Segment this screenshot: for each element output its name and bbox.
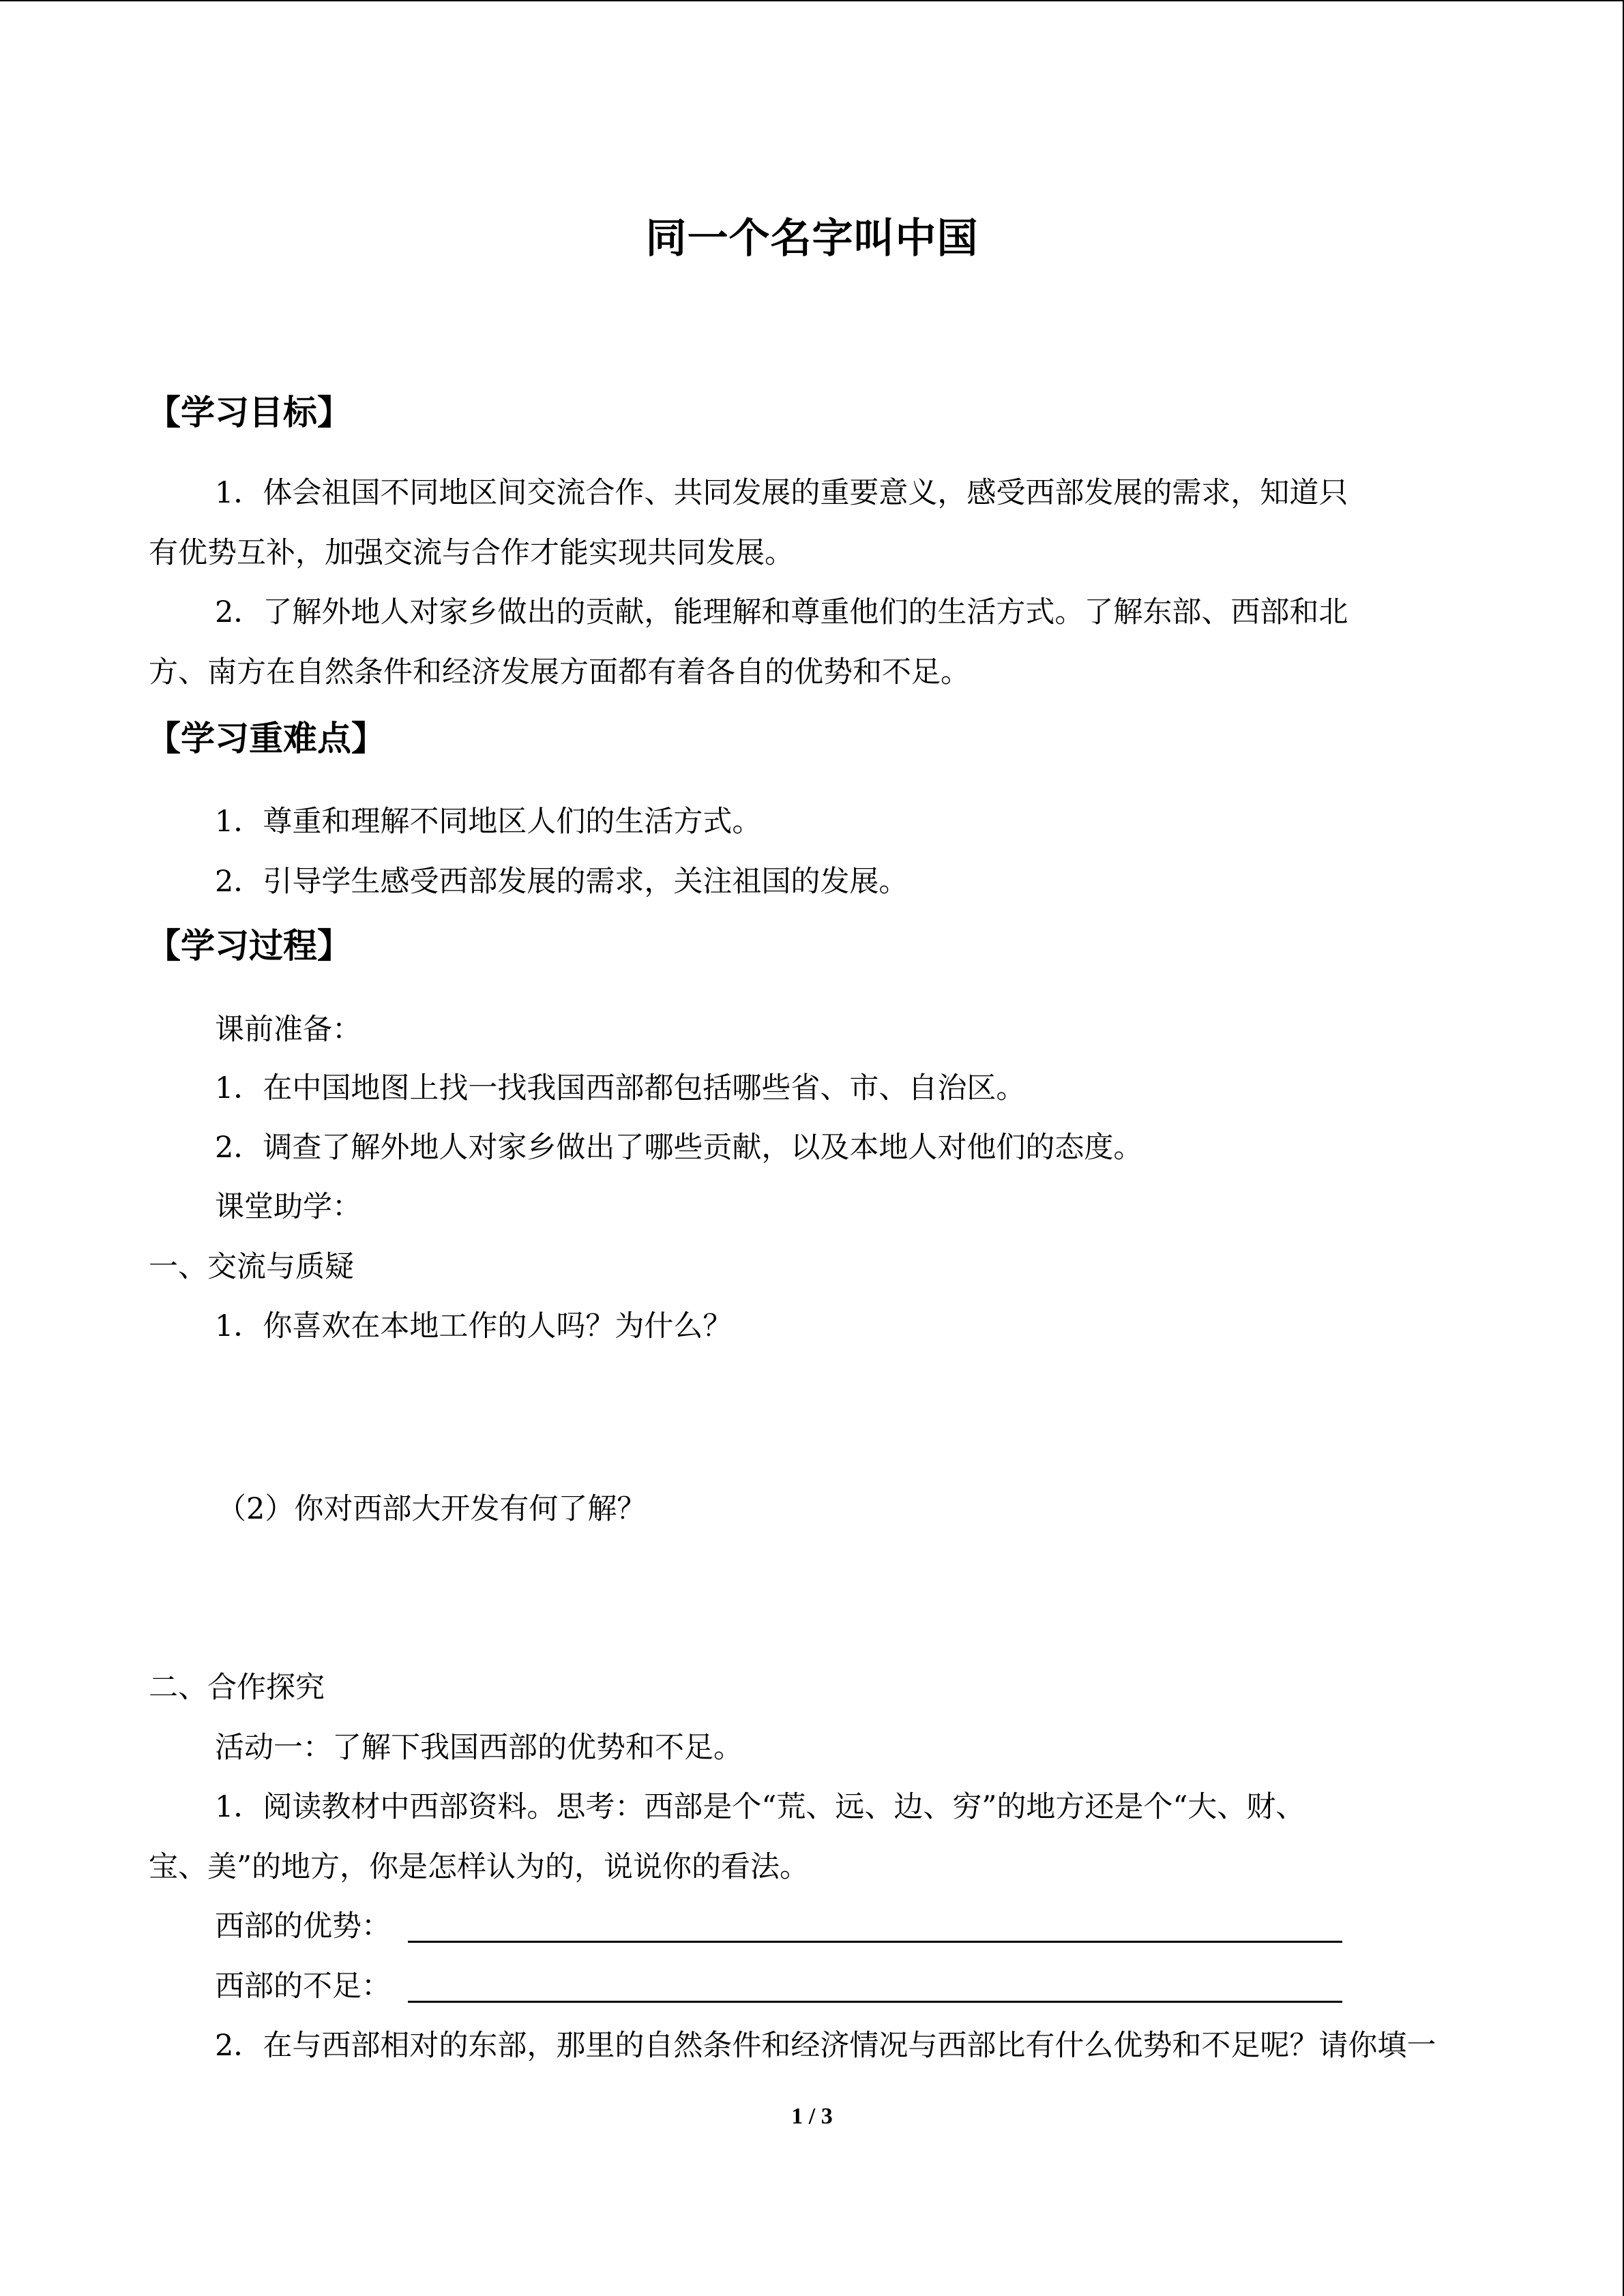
prep-label: 课前准备： [215, 1013, 361, 1047]
page-number: 1 / 3 [791, 2104, 833, 2129]
key-point-2: 2．引导学生感受西部发展的需求，关注祖国的发展。 [215, 865, 909, 899]
activity-1-question-1-line-1: 1．阅读教材中西部资料。思考：西部是个“荒、远、边、穷”的地方还是个“大、财、 [215, 1790, 1305, 1824]
part-2-title: 二、合作探究 [149, 1671, 325, 1705]
key-point-1: 1．尊重和理解不同地区人们的生活方式。 [215, 805, 762, 839]
west-advantages-label: 西部的优势： [215, 1909, 391, 1943]
document-title: 同一个名字叫中国 [645, 215, 979, 263]
heading-key-points: 【学习重难点】 [147, 719, 385, 758]
goal-2-line-1: 2．了解外地人对家乡做出的贡献，能理解和尊重他们的生活方式。了解东部、西部和北 [215, 595, 1348, 629]
part-1-question-2: （2）你对西部大开发有何了解？ [217, 1492, 647, 1526]
activity-1-question-2-line-1: 2．在与西部相对的东部，那里的自然条件和经济情况与西部比有什么优势和不足呢？请你填一 [215, 2029, 1436, 2063]
goal-1-line-1: 1．体会祖国不同地区间交流合作、共同发展的重要意义，感受西部发展的需求，知道只 [215, 476, 1348, 510]
west-disadvantages-answer-line [408, 2001, 1342, 2003]
goal-1-line-2: 有优势互补，加强交流与合作才能实现共同发展。 [149, 536, 794, 570]
heading-learning-goals: 【学习目标】 [147, 393, 351, 432]
class-label: 课堂助学： [215, 1190, 361, 1224]
west-advantages-answer-line [408, 1941, 1342, 1943]
activity-1-question-1-line-2: 宝、美”的地方，你是怎样认为的，说说你的看法。 [149, 1850, 809, 1884]
part-1-question-1: 1．你喜欢在本地工作的人吗？为什么？ [215, 1309, 733, 1343]
prep-item-2: 2．调查了解外地人对家乡做出了哪些贡献，以及本地人对他们的态度。 [215, 1131, 1143, 1165]
prep-item-1: 1．在中国地图上找一找我国西部都包括哪些省、市、自治区。 [215, 1071, 1026, 1105]
part-1-title: 一、交流与质疑 [149, 1250, 354, 1284]
west-disadvantages-label: 西部的不足： [215, 1969, 391, 2003]
goal-2-line-2: 方、南方在自然条件和经济发展方面都有着各自的优势和不足。 [149, 655, 970, 689]
heading-learning-process: 【学习过程】 [147, 926, 351, 966]
activity-1: 活动一：了解下我国西部的优势和不足。 [215, 1731, 743, 1765]
